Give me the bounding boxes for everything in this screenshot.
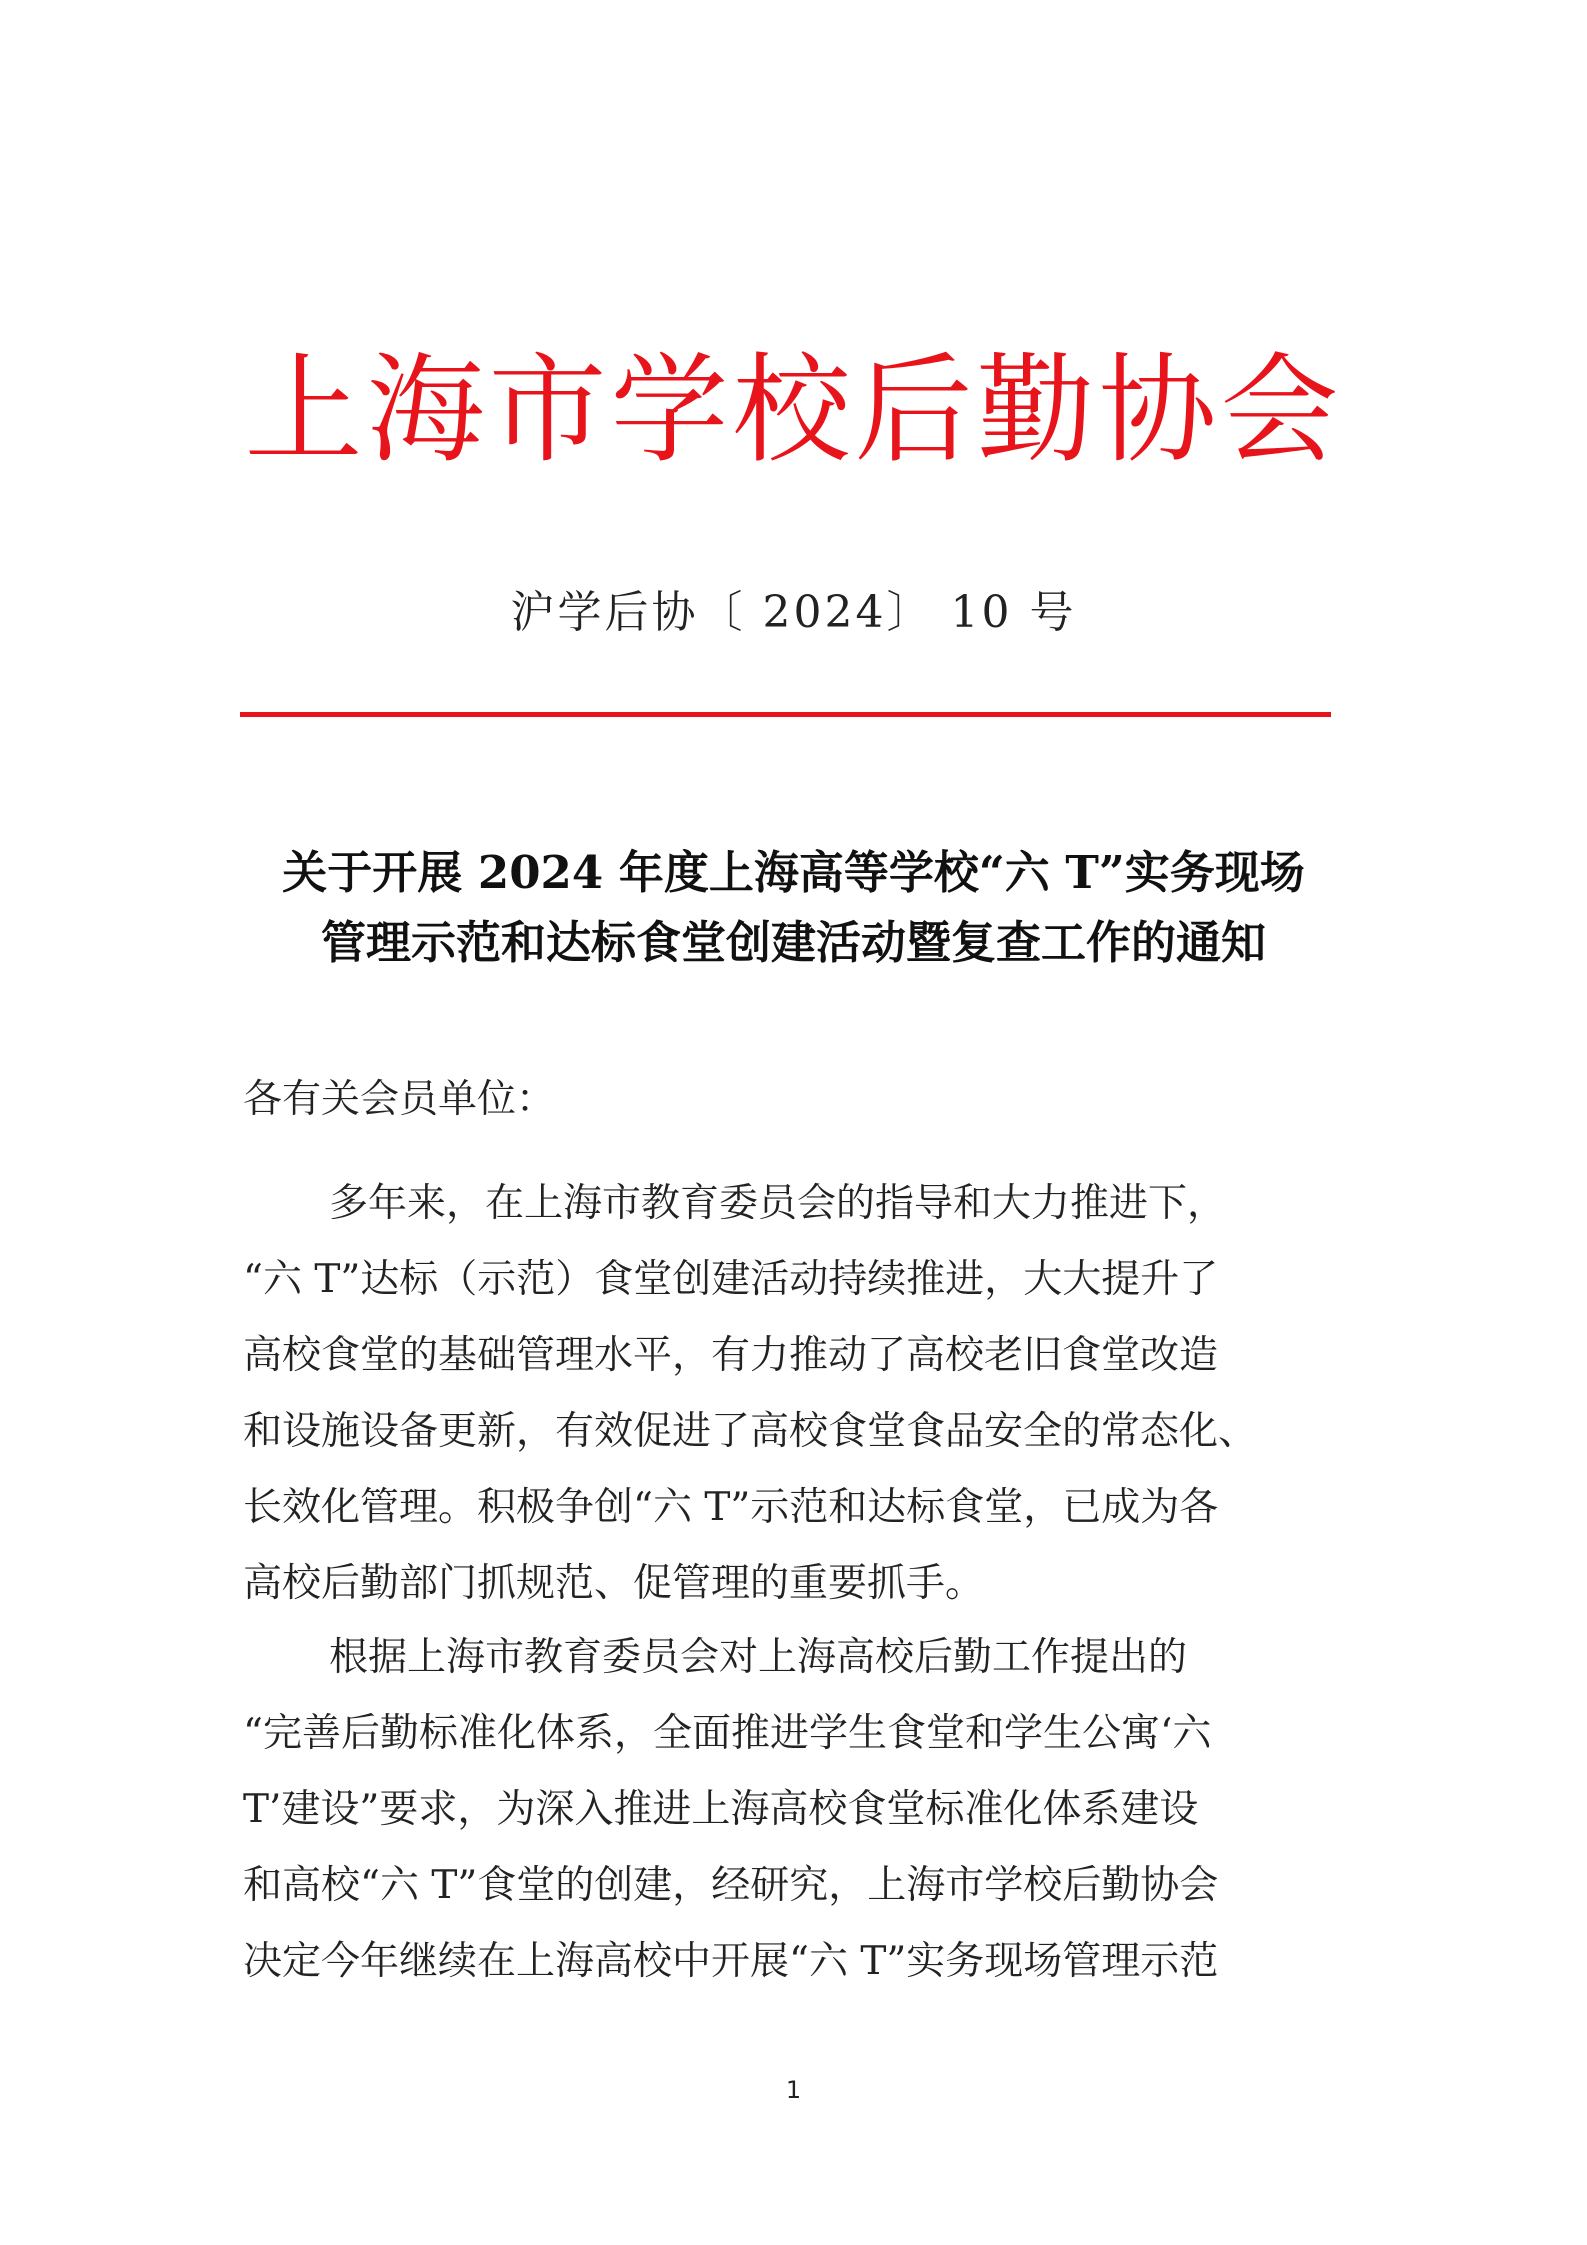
organization-header: 上海市学校后勤协会 [244, 341, 1343, 479]
body-paragraph-1 [243, 1166, 1333, 1622]
paragraph-line: 和设施设备更新，有效促进了高校食堂食品安全的常态化、 [243, 1409, 1258, 1454]
red-divider-line [240, 712, 1331, 717]
document-number: 沪学后协〔 2024〕 10 号 [510, 587, 1077, 638]
document-title [220, 838, 1367, 978]
paragraph-line: 和高校“六 T”食堂的创建，经研究，上海市学校后勤协会 [243, 1863, 1219, 1908]
paragraph-line: 高校后勤部门抓规范、促管理的重要抓手。 [243, 1561, 985, 1606]
paragraph-line: 高校食堂的基础管理水平，有力推动了高校老旧食堂改造 [243, 1333, 1219, 1378]
page-number: 1 [785, 2076, 802, 2104]
title-line-2: 管理示范和达标食堂创建活动暨复查工作的通知 [320, 916, 1266, 969]
paragraph-line: 根据上海市教育委员会对上海高校后勤工作提出的 [329, 1635, 1188, 1680]
paragraph-line: “六 T”达标（示范）食堂创建活动持续推进，大大提升了 [243, 1257, 1219, 1302]
salutation: 各有关会员单位： [243, 1077, 556, 1122]
paragraph-line: 长效化管理。积极争创“六 T”示范和达标食堂，已成为各 [243, 1485, 1219, 1530]
paragraph-line: “完善后勤标准化体系，全面推进学生食堂和学生公寓‘六 [243, 1711, 1212, 1756]
paragraph-line: T’建设”要求，为深入推进上海高校食堂标准化体系建设 [243, 1787, 1199, 1832]
paragraph-line: 决定今年继续在上海高校中开展“六 T”实务现场管理示范 [243, 1939, 1219, 1984]
paragraph-line: 多年来，在上海市教育委员会的指导和大力推进下， [329, 1181, 1227, 1226]
body-paragraph-2 [243, 1620, 1333, 2000]
title-line-1: 关于开展 2024 年度上海高等学校“六 T”实务现场 [282, 846, 1305, 899]
